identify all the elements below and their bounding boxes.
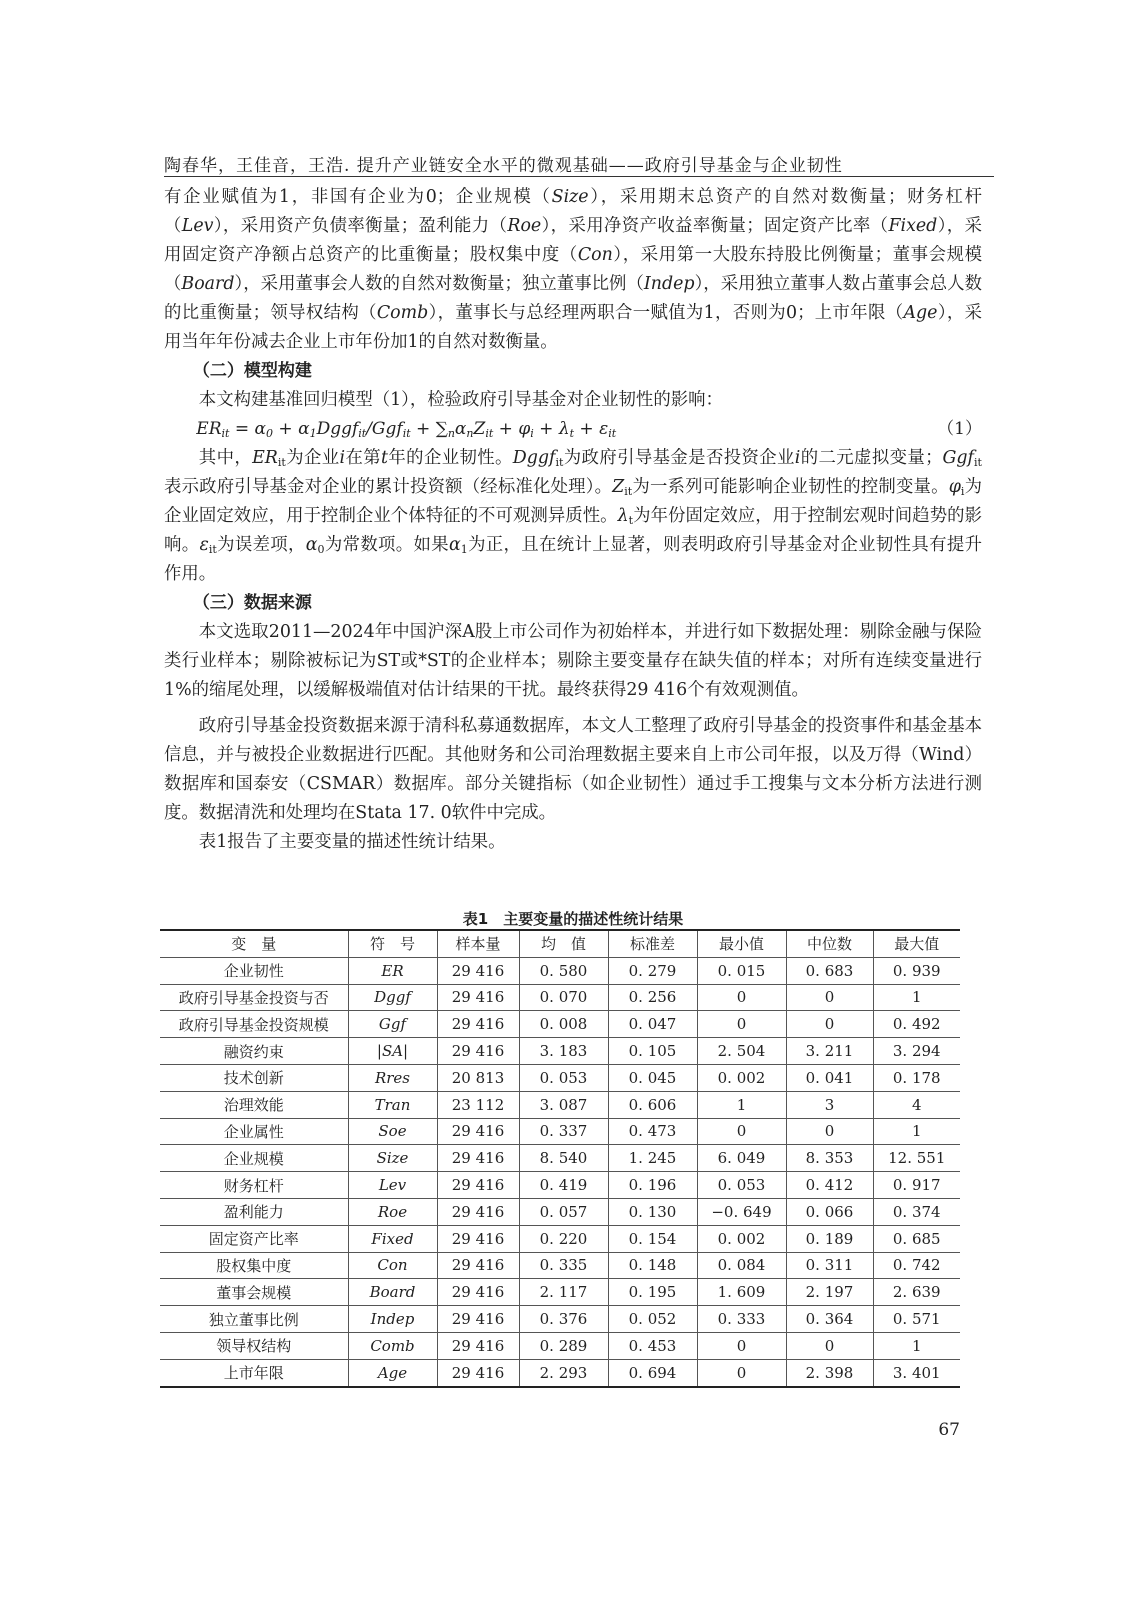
value-cell: 8. 353 <box>786 1145 873 1172</box>
value-cell: 3 <box>786 1091 873 1118</box>
column-header: 样本量 <box>437 930 519 957</box>
text-run: it <box>402 427 411 440</box>
text-run: Fixed <box>888 216 938 236</box>
value-cell: 0. 047 <box>608 1011 697 1038</box>
symbol-cell: Soe <box>348 1118 437 1145</box>
page-number: 67 <box>938 1420 960 1440</box>
column-header: 符 号 <box>348 930 437 957</box>
text-run: ER <box>252 448 278 468</box>
table-row <box>160 984 960 1011</box>
value-cell: 0. 694 <box>608 1359 697 1386</box>
symbol-cell: Dggf <box>348 984 437 1011</box>
text-run: ER <box>196 419 222 439</box>
value-cell: 29 416 <box>437 1279 519 1306</box>
text-run: Indep <box>643 274 695 294</box>
paragraph-model-explanation <box>164 444 982 589</box>
table-row <box>160 1172 960 1199</box>
text-run: Z <box>612 477 625 497</box>
variable-name-cell: 政府引导基金投资与否 <box>160 984 348 1011</box>
value-cell: 0. 189 <box>786 1225 873 1252</box>
variable-name-cell: 技术创新 <box>160 1064 348 1091</box>
value-cell: 0 <box>697 1332 786 1359</box>
value-cell: 0 <box>786 984 873 1011</box>
value-cell: 0. 683 <box>786 957 873 984</box>
value-cell: 29 416 <box>437 1332 519 1359</box>
equation-number: （1） <box>937 419 982 439</box>
value-cell: 0. 148 <box>608 1252 697 1279</box>
column-header: 均 值 <box>519 930 608 957</box>
value-cell: 0. 070 <box>519 984 608 1011</box>
value-cell: 0. 364 <box>786 1306 873 1333</box>
column-header: 变 量 <box>160 930 348 957</box>
value-cell: 2. 293 <box>519 1359 608 1386</box>
text-run: 为企业固定效应，用于控制企业个体特征的不可观测异质性。 <box>164 477 982 526</box>
text-run: it <box>555 456 564 469</box>
value-cell: 0. 130 <box>608 1198 697 1225</box>
text-run: it <box>485 427 494 440</box>
text-run: Comb <box>376 303 429 323</box>
table-header-row <box>160 930 960 957</box>
value-cell: 1 <box>873 984 960 1011</box>
text-run: 为年份固定效应，用于控制宏观时间趋势的影响。 <box>164 506 982 555</box>
paragraph-variables <box>164 183 982 357</box>
text-run: 年的企业韧性。 <box>388 448 513 468</box>
value-cell: 0. 002 <box>697 1064 786 1091</box>
value-cell: 0 <box>786 1332 873 1359</box>
text-run: n <box>447 427 455 440</box>
value-cell: 0. 052 <box>608 1306 697 1333</box>
symbol-cell: Lev <box>348 1172 437 1199</box>
variable-name-cell: 盈利能力 <box>160 1198 348 1225</box>
text-run: 的二元虚拟变量； <box>800 448 943 468</box>
value-cell: 0. 419 <box>519 1172 608 1199</box>
symbol-cell: Age <box>348 1359 437 1386</box>
text-run: + λ <box>533 419 570 439</box>
value-cell: 0 <box>697 1011 786 1038</box>
text-run: /Ggf <box>366 419 403 439</box>
table-row <box>160 957 960 984</box>
descriptive-stats-table <box>160 929 960 1388</box>
value-cell: 3. 401 <box>873 1359 960 1386</box>
text-run: Size <box>551 187 589 207</box>
symbol-cell: Ggf <box>348 1011 437 1038</box>
value-cell: 0. 917 <box>873 1172 960 1199</box>
table-row <box>160 1011 960 1038</box>
variable-name-cell: 企业属性 <box>160 1118 348 1145</box>
text-run: 有企业赋值为1，非国有企业为0；企业规模（ <box>164 187 552 207</box>
text-run: 0 <box>317 543 325 556</box>
value-cell: 2. 117 <box>519 1279 608 1306</box>
paragraph-data-sample: 本文选取2011—2024年中国沪深A股上市公司作为初始样本，并进行如下数据处理：剔除金融与保险类行业样本；剔除被标记为ST或*ST的企业样本；剔除主要变量存在缺失值的样本；对所有连续变量进行1%的缩尾处理，以缓解极端值对估计结果的干扰。最终获得29 416个有效观测值。 <box>164 622 982 700</box>
symbol-cell: Fixed <box>348 1225 437 1252</box>
value-cell: 3. 087 <box>519 1091 608 1118</box>
text-run: t <box>381 448 389 468</box>
text-run: ），采用当年年份减去企业上市年份加1的自然对数衡量。 <box>164 303 982 352</box>
text-run: it <box>624 485 633 498</box>
value-cell: 29 416 <box>437 984 519 1011</box>
value-cell: 23 112 <box>437 1091 519 1118</box>
table-row <box>160 1091 960 1118</box>
value-cell: 0. 053 <box>697 1172 786 1199</box>
text-run: Con <box>577 245 613 265</box>
text-run: α <box>448 535 461 555</box>
text-run: i <box>960 485 965 498</box>
text-run: 为企业 <box>285 448 340 468</box>
text-run: it <box>358 427 367 440</box>
table-row <box>160 1038 960 1065</box>
text-run: t <box>628 514 634 527</box>
value-cell: 3. 183 <box>519 1038 608 1065</box>
symbol-cell: Tran <box>348 1091 437 1118</box>
symbol-cell: Con <box>348 1252 437 1279</box>
value-cell: 0. 412 <box>786 1172 873 1199</box>
value-cell: 29 416 <box>437 1198 519 1225</box>
symbol-cell: Comb <box>348 1332 437 1359</box>
table-title: 表1 主要变量的描述性统计结果 <box>462 910 684 928</box>
text-run: it <box>208 543 217 556</box>
variable-name-cell: 企业韧性 <box>160 957 348 984</box>
text-run: Board <box>181 274 235 294</box>
text-run: ε <box>199 535 209 555</box>
text-run: i <box>794 448 801 468</box>
text-run: Ggf <box>942 448 974 468</box>
text-run: = α <box>229 419 267 439</box>
table-row <box>160 1064 960 1091</box>
symbol-cell: |SA| <box>348 1038 437 1065</box>
value-cell: 12. 551 <box>873 1145 960 1172</box>
paragraph-model-intro: 本文构建基准回归模型（1），检验政府引导基金对企业韧性的影响： <box>198 390 723 410</box>
value-cell: 0. 008 <box>519 1011 608 1038</box>
value-cell: 0. 376 <box>519 1306 608 1333</box>
value-cell: 0. 178 <box>873 1064 960 1091</box>
variable-name-cell: 上市年限 <box>160 1359 348 1386</box>
value-cell: 2. 504 <box>697 1038 786 1065</box>
value-cell: 3. 294 <box>873 1038 960 1065</box>
text-run: 1 <box>309 427 317 440</box>
value-cell: 29 416 <box>437 1145 519 1172</box>
text-run: Z <box>473 419 486 439</box>
variable-name-cell: 独立董事比例 <box>160 1306 348 1333</box>
table-row <box>160 1279 960 1306</box>
body-text <box>164 183 982 857</box>
value-cell: 0. 333 <box>697 1306 786 1333</box>
variable-name-cell: 政府引导基金投资规模 <box>160 1011 348 1038</box>
value-cell: 0. 105 <box>608 1038 697 1065</box>
variable-name-cell: 企业规模 <box>160 1145 348 1172</box>
value-cell: 0. 053 <box>519 1064 608 1091</box>
text-run: λ <box>617 506 629 526</box>
value-cell: 0. 057 <box>519 1198 608 1225</box>
text-run: 在第 <box>345 448 382 468</box>
text-run: α <box>305 535 318 555</box>
value-cell: 29 416 <box>437 1252 519 1279</box>
value-cell: 29 416 <box>437 1359 519 1386</box>
text-run: + φ <box>493 419 531 439</box>
symbol-cell: ER <box>348 957 437 984</box>
value-cell: 0. 045 <box>608 1064 697 1091</box>
value-cell: 0 <box>697 1359 786 1386</box>
symbol-cell: Indep <box>348 1306 437 1333</box>
value-cell: 0. 279 <box>608 957 697 984</box>
text-run: Dggf <box>512 448 556 468</box>
value-cell: 0. 015 <box>697 957 786 984</box>
text-run: Age <box>903 303 938 323</box>
table-row <box>160 1198 960 1225</box>
variable-name-cell: 董事会规模 <box>160 1279 348 1306</box>
symbol-cell: Board <box>348 1279 437 1306</box>
value-cell: 1 <box>873 1118 960 1145</box>
text-run: φ <box>948 477 961 497</box>
variable-name-cell: 治理效能 <box>160 1091 348 1118</box>
value-cell: 0 <box>697 984 786 1011</box>
table-row <box>160 1225 960 1252</box>
value-cell: 29 416 <box>437 1225 519 1252</box>
equation-1 <box>164 415 982 444</box>
text-run: 0 <box>266 427 274 440</box>
table-row <box>160 1252 960 1279</box>
value-cell: 29 416 <box>437 1038 519 1065</box>
header-rule <box>164 176 994 177</box>
value-cell: 0. 256 <box>608 984 697 1011</box>
value-cell: 8. 540 <box>519 1145 608 1172</box>
variable-name-cell: 财务杠杆 <box>160 1172 348 1199</box>
value-cell: 2. 639 <box>873 1279 960 1306</box>
section-heading-data: （三）数据来源 <box>192 593 312 613</box>
symbol-cell: Size <box>348 1145 437 1172</box>
text-run: ），采用资产负债率衡量；盈利能力（ <box>213 216 508 236</box>
text-run: 表示政府引导基金对企业的累计投资额（经标准化处理）。 <box>164 477 613 497</box>
value-cell: 0. 453 <box>608 1332 697 1359</box>
text-run: ），采用固定资产净额占总资产的比重衡量；股权集中度（ <box>164 216 982 265</box>
text-run: + ε <box>574 419 609 439</box>
value-cell: 0. 220 <box>519 1225 608 1252</box>
text-run: Dggf <box>316 419 359 439</box>
text-run: ），采用第一大股东持股比例衡量；董事会规模（ <box>164 245 982 294</box>
value-cell: 20 813 <box>437 1064 519 1091</box>
text-run: ），董事长与总经理两职合一赋值为1，否则为0；上市年限（ <box>428 303 904 323</box>
column-header: 最大值 <box>873 930 960 957</box>
variable-name-cell: 固定资产比率 <box>160 1225 348 1252</box>
text-run: ），采用独立董事人数占董事会总人数的比重衡量；领导权结构（ <box>164 274 982 323</box>
value-cell: 0. 196 <box>608 1172 697 1199</box>
value-cell: 29 416 <box>437 1306 519 1333</box>
value-cell: 3. 211 <box>786 1038 873 1065</box>
value-cell: 0. 335 <box>519 1252 608 1279</box>
paragraph-table-intro: 表1报告了主要变量的描述性统计结果。 <box>198 832 506 852</box>
text-run: ），采用期末总资产的自然对数衡量；财务杠杆（ <box>164 187 982 236</box>
column-header: 最小值 <box>697 930 786 957</box>
text-run: + α <box>273 419 310 439</box>
value-cell: 29 416 <box>437 1118 519 1145</box>
value-cell: 1. 609 <box>697 1279 786 1306</box>
text-run: 1 <box>460 543 468 556</box>
value-cell: 0. 685 <box>873 1225 960 1252</box>
text-run: Roe <box>507 216 542 236</box>
value-cell: 0. 374 <box>873 1198 960 1225</box>
value-cell: 29 416 <box>437 1011 519 1038</box>
text-run: 为正，且在统计上显著，则表明政府引导基金对企业韧性具有提升作用。 <box>164 535 982 584</box>
value-cell: 4 <box>873 1091 960 1118</box>
value-cell: 0. 492 <box>873 1011 960 1038</box>
text-run: i <box>339 448 346 468</box>
text-run: i <box>530 427 534 440</box>
symbol-cell: Rres <box>348 1064 437 1091</box>
symbol-cell: Roe <box>348 1198 437 1225</box>
value-cell: 0 <box>786 1118 873 1145</box>
text-run: ），采用净资产收益率衡量；固定资产比率（ <box>541 216 889 236</box>
value-cell: 0. 580 <box>519 957 608 984</box>
value-cell: 1 <box>873 1332 960 1359</box>
value-cell: 0. 002 <box>697 1225 786 1252</box>
text-run: + ∑ <box>410 419 448 439</box>
text-run: it <box>221 427 230 440</box>
value-cell: 0. 084 <box>697 1252 786 1279</box>
value-cell: 0. 742 <box>873 1252 960 1279</box>
running-head: 陶春华，王佳音，王浩. 提升产业链安全水平的微观基础——政府引导基金与企业韧性 <box>164 156 843 176</box>
variable-name-cell: 融资约束 <box>160 1038 348 1065</box>
value-cell: 0. 289 <box>519 1332 608 1359</box>
text-run: it <box>277 456 286 469</box>
value-cell: 0. 195 <box>608 1279 697 1306</box>
section-heading-model: （二）模型构建 <box>192 361 312 381</box>
value-cell: 0. 939 <box>873 957 960 984</box>
value-cell: 0 <box>786 1011 873 1038</box>
table-row <box>160 1359 960 1386</box>
value-cell: 0. 606 <box>608 1091 697 1118</box>
text-run: α <box>454 419 467 439</box>
value-cell: 0. 311 <box>786 1252 873 1279</box>
table-row <box>160 1118 960 1145</box>
value-cell: 0. 066 <box>786 1198 873 1225</box>
variable-name-cell: 领导权结构 <box>160 1332 348 1359</box>
column-header: 标准差 <box>608 930 697 957</box>
text-run: 为误差项， <box>216 535 306 555</box>
value-cell: 0. 337 <box>519 1118 608 1145</box>
equation-body <box>196 419 616 439</box>
text-run: it <box>973 456 982 469</box>
text-run: 为政府引导基金是否投资企业 <box>563 448 795 468</box>
value-cell: 29 416 <box>437 1172 519 1199</box>
text-run: ），采用董事会人数的自然对数衡量；独立董事比例（ <box>234 274 644 294</box>
value-cell: −0. 649 <box>697 1198 786 1225</box>
column-header: 中位数 <box>786 930 873 957</box>
value-cell: 2. 398 <box>786 1359 873 1386</box>
value-cell: 0. 473 <box>608 1118 697 1145</box>
value-cell: 0. 154 <box>608 1225 697 1252</box>
value-cell: 29 416 <box>437 957 519 984</box>
text-run: n <box>466 427 474 440</box>
text-run: t <box>569 427 575 440</box>
text-run: 为一系列可能影响企业韧性的控制变量。 <box>632 477 949 497</box>
text-run: it <box>608 427 617 440</box>
value-cell: 1. 245 <box>608 1145 697 1172</box>
paragraph-data-sources: 政府引导基金投资数据来源于清科私募通数据库，本文人工整理了政府引导基金的投资事件和基金基本信息，并与被投企业数据进行匹配。其他财务和公司治理数据主要来自上市公司年报，以及万得（Wind）数据库和国泰安（CSMAR）数据库。部分关键指标（如企业韧性）通过手工搜集与文本分析方法进行测度。数据清洗和处理均在Stata 17. 0软件中完成。 <box>164 716 982 823</box>
table-row <box>160 1306 960 1333</box>
table-row <box>160 1332 960 1359</box>
text-run: 为常数项。如果 <box>324 535 449 555</box>
value-cell: 6. 049 <box>697 1145 786 1172</box>
value-cell: 0. 041 <box>786 1064 873 1091</box>
value-cell: 2. 197 <box>786 1279 873 1306</box>
value-cell: 0. 571 <box>873 1306 960 1333</box>
value-cell: 1 <box>697 1091 786 1118</box>
value-cell: 0 <box>697 1118 786 1145</box>
variable-name-cell: 股权集中度 <box>160 1252 348 1279</box>
text-run: Lev <box>181 216 214 236</box>
table-row <box>160 1145 960 1172</box>
text-run: 其中， <box>198 448 253 468</box>
